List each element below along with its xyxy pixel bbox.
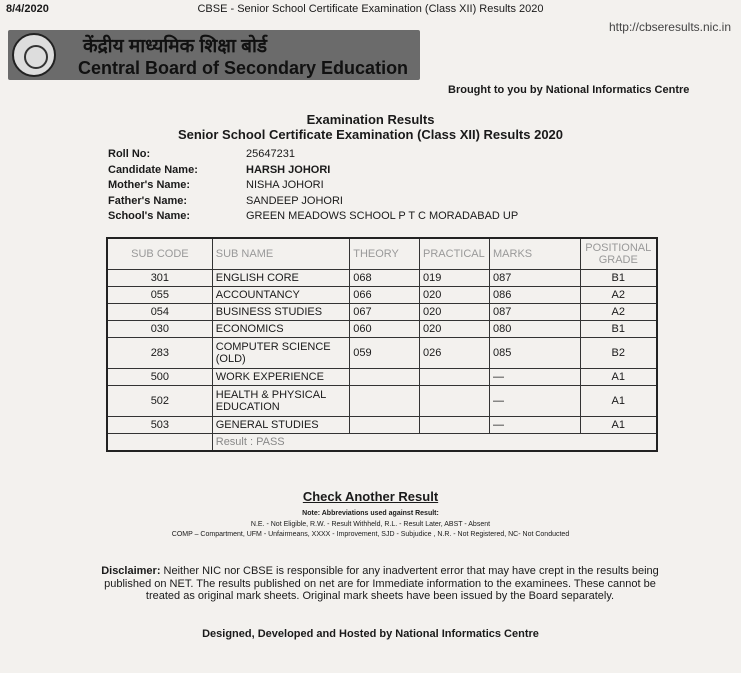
cell-name: ENGLISH CORE — [212, 270, 349, 287]
disclaimer-label: Disclaimer: — [101, 565, 161, 577]
info-label: Mother's Name: — [108, 179, 191, 191]
info-row-father — [108, 195, 518, 211]
cell-marks: 087 — [490, 270, 581, 287]
info-value: HARSH JOHORI — [246, 163, 331, 176]
col-header-practical: PRACTICAL — [420, 238, 490, 270]
cell-name: COMPUTER SCIENCE (OLD) — [212, 338, 349, 369]
cell-marks: 087 — [490, 304, 581, 321]
cell-code: 503 — [107, 417, 212, 434]
abbreviations-line-2: COMP – Compartment, UFM - Unfairmeans, XXXX - Improvement, SJD - Subjudice , N.R. - Not Registered, NC- Not Conducted — [171, 531, 570, 538]
col-header-sub-name: SUB NAME — [212, 238, 349, 270]
cell-theory: 059 — [350, 338, 420, 369]
cell-name: ECONOMICS — [212, 321, 349, 338]
cell-code: 283 — [107, 338, 212, 369]
cell-marks: — — [490, 369, 581, 386]
cbse-logo-icon — [12, 33, 56, 77]
cell-theory: 067 — [350, 304, 420, 321]
cell-code: 054 — [107, 304, 212, 321]
info-label: Father's Name: — [108, 194, 188, 207]
cell-code: 055 — [107, 287, 212, 304]
cell-grade: A1 — [580, 386, 657, 417]
cell-name: WORK EXPERIENCE — [212, 369, 349, 386]
cell-practical: 020 — [420, 321, 490, 338]
cell-theory: 066 — [350, 287, 420, 304]
marks-table — [106, 237, 658, 452]
info-row-mother — [108, 179, 518, 195]
cell-marks: 086 — [490, 287, 581, 304]
check-another-result-link[interactable]: Check Another Result — [302, 489, 439, 504]
table-row — [107, 338, 657, 369]
cell-name: GENERAL STUDIES — [212, 417, 349, 434]
cell-practical: 020 — [420, 304, 490, 321]
cell-theory — [350, 369, 420, 386]
cell-practical — [420, 369, 490, 386]
cell-practical — [420, 386, 490, 417]
col-header-sub-code: SUB CODE — [107, 238, 212, 270]
cell-marks: — — [490, 417, 581, 434]
cell-theory — [350, 417, 420, 434]
disclaimer — [100, 565, 660, 603]
info-label: School's Name: — [108, 210, 191, 222]
cell-code: 502 — [107, 386, 212, 417]
cell-code: 301 — [107, 270, 212, 287]
col-header-theory: THEORY — [350, 238, 420, 270]
info-label: Roll No: — [108, 148, 151, 160]
info-label: Candidate Name: — [108, 163, 198, 176]
cbse-banner — [8, 30, 420, 80]
cell-grade: B1 — [580, 270, 657, 287]
cell-grade: A1 — [580, 369, 657, 386]
cell-marks: — — [490, 386, 581, 417]
table-row — [107, 287, 657, 304]
cell-marks: 085 — [490, 338, 581, 369]
candidate-info — [108, 148, 518, 226]
table-row — [107, 321, 657, 338]
info-value: NISHA JOHORI — [246, 179, 324, 191]
cell-grade: A2 — [580, 304, 657, 321]
abbreviations-line-1: N.E. - Not Eligible, R.W. - Result Withheld, R.L. - Result Later, ABST - Absent — [250, 521, 491, 528]
info-row-school — [108, 210, 518, 226]
info-value: GREEN MEADOWS SCHOOL P T C MORADABAD UP — [246, 210, 519, 222]
disclaimer-text: Neither NIC nor CBSE is responsible for any inadvertent error that may have crept in the results being published on NET. The results published on net are for Immediate information to the examinees. These cannot be treated as original mark sheets. Original mark sheets have been issued by the Board separately. — [104, 565, 659, 602]
cell-code: 500 — [107, 369, 212, 386]
table-row — [107, 386, 657, 417]
col-header-marks: MARKS — [490, 238, 581, 270]
cell-grade: A2 — [580, 287, 657, 304]
cell-practical: 020 — [420, 287, 490, 304]
cell-theory — [350, 386, 420, 417]
result-status: Result : PASS — [212, 434, 657, 452]
info-row-candidate — [108, 164, 518, 180]
results-subheading: Senior School Certificate Examination (Class XII) Results 2020 — [177, 127, 564, 142]
cell-name: ACCOUNTANCY — [212, 287, 349, 304]
result-row — [107, 434, 657, 452]
cell-grade: B1 — [580, 321, 657, 338]
cell-theory: 068 — [350, 270, 420, 287]
cell-name: BUSINESS STUDIES — [212, 304, 349, 321]
table-header-row — [107, 238, 657, 270]
cell-grade: A1 — [580, 417, 657, 434]
results-heading: Examination Results — [306, 112, 435, 127]
cell-code: 030 — [107, 321, 212, 338]
banner-english-title: Central Board of Secondary Education — [78, 58, 409, 78]
banner-hindi-title: केंद्रीय माध्यमिक शिक्षा बोर्ड — [83, 36, 268, 57]
cell-practical: 019 — [420, 270, 490, 287]
browser-page-title: CBSE - Senior School Certificate Examination (Class XII) Results 2020 — [197, 3, 544, 15]
info-row-roll — [108, 148, 518, 164]
print-date: 8/4/2020 — [6, 3, 49, 15]
cell-theory: 060 — [350, 321, 420, 338]
result-empty-cell — [107, 434, 212, 452]
table-row — [107, 270, 657, 287]
cell-grade: B2 — [580, 338, 657, 369]
cell-practical — [420, 417, 490, 434]
info-value: 25647231 — [246, 148, 295, 160]
brought-by-text: Brought to you by National Informatics Centre — [448, 84, 690, 96]
footer-credit: Designed, Developed and Hosted by National Informatics Centre — [202, 628, 539, 640]
cell-practical: 026 — [420, 338, 490, 369]
col-header-grade: POSITIONAL GRADE — [580, 238, 657, 270]
cell-marks: 080 — [490, 321, 581, 338]
cell-name: HEALTH & PHYSICAL EDUCATION — [212, 386, 349, 417]
table-row — [107, 369, 657, 386]
page-url: http://cbseresults.nic.in — [608, 20, 731, 34]
table-row — [107, 417, 657, 434]
note-title: Note: Abbreviations used against Result: — [302, 510, 439, 517]
info-value: SANDEEP JOHORI — [246, 194, 343, 207]
table-row — [107, 304, 657, 321]
